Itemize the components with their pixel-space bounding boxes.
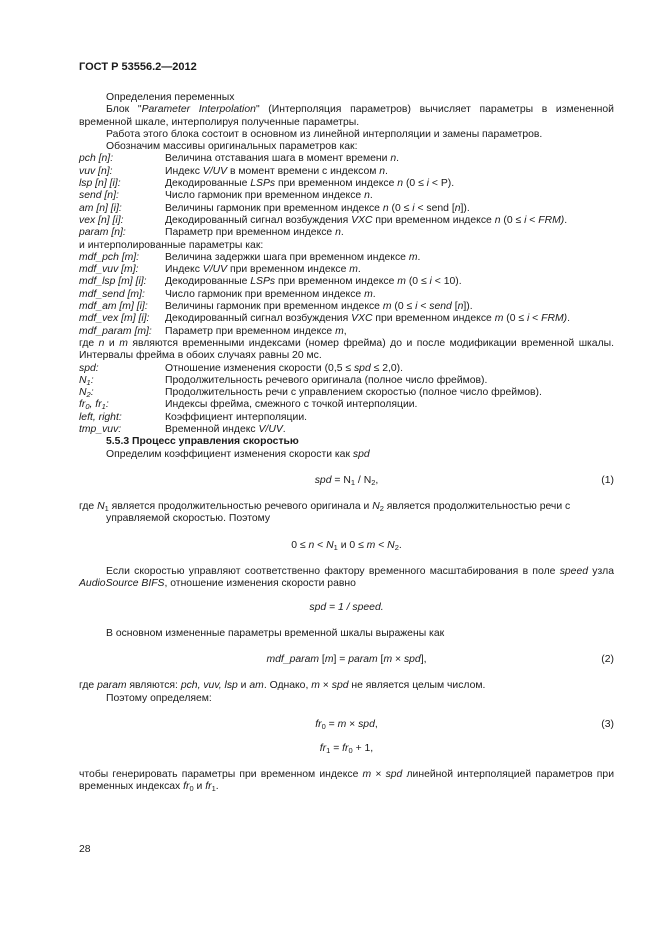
interp-intro: и интерполированные параметры как:: [79, 239, 264, 251]
equation-1: [79, 475, 614, 487]
inequality: $0 \le n < N_1$ и $0 \le m < N_2$.: [291, 539, 402, 552]
param-term: pch [n]:: [79, 153, 114, 165]
param-desc: Число гармоник при временном индексе n.: [165, 190, 373, 202]
param-desc: Декодированный сигнал возбуждения VXC при временном индексе m (0 ≤ i < FRM).: [165, 313, 570, 325]
param-row: [79, 203, 614, 215]
param-desc: Коэффициент интерполяции.: [165, 411, 308, 423]
param-term: mdf_send [m]:: [79, 288, 145, 300]
param-row: [79, 301, 614, 313]
equation-3a: [79, 719, 614, 731]
intro-paragraph: Обозначим массивы оригинальных параметров как:: [106, 141, 358, 153]
speed-paragraph: Если скоростью управляют соответственно фактору временного масштабирования в поле speed узла AudioSource BIFS, отношение изменения скорости равно: [79, 565, 614, 589]
param-term: $fr_0$, $fr_1$:: [79, 399, 109, 412]
equation-3b-formula: $fr_1 = fr_0 + 1$,: [319, 742, 374, 755]
param-row: [79, 387, 614, 399]
speed-definition: Определим коэффициент изменения скорости как spd: [106, 448, 370, 460]
param-row: [79, 153, 614, 165]
param-desc: Величины гармоник при временном индексе n (0 ≤ i < send [n]).: [165, 202, 470, 214]
equation-1-formula: spd = $N_1 / N_2$,: [314, 474, 379, 487]
param-term: am [n] [i]:: [79, 202, 122, 214]
intro-paragraph: Блок "Parameter Interpolation" (Интерполяция параметров) вычисляет параметры в измененной временной шкале, интерполируя полученные параметры.: [79, 104, 614, 128]
param-desc: Декодированные LSPs при временном индексе n (0 ≤ i < P).: [165, 178, 455, 190]
param-desc: Декодированные LSPs при временном индексе m (0 ≤ i < 10).: [165, 276, 462, 288]
param-term: mdf_am [m] [i]:: [79, 301, 148, 313]
param-row: [79, 289, 614, 301]
param-row: [79, 252, 614, 264]
param-desc: Декодированный сигнал возбуждения VXC при временном индексе n (0 ≤ i < FRM).: [165, 214, 568, 226]
param-desc: Величины гармоник при временном индексе m (0 ≤ i < send [n]).: [165, 301, 473, 313]
param-desc: Число гармоник при временном индексе m.: [165, 288, 376, 300]
page-number: 28: [79, 844, 91, 855]
equation-2-number: (2): [601, 654, 614, 666]
param-row: [79, 227, 614, 239]
param-desc: Отношение изменения скорости (0,5 ≤ spd ≤ 2,0).: [165, 362, 404, 374]
param-term: mdf_pch [m]:: [79, 251, 140, 263]
param-term: mdf_lsp [m] [i]:: [79, 276, 147, 288]
param-row: [79, 326, 614, 338]
param-term: vuv [n]:: [79, 165, 113, 177]
param-row: [79, 375, 614, 387]
param-desc: Величина отставания шага в момент времени n.: [165, 153, 399, 165]
param-term: left, right:: [79, 411, 122, 423]
param-term: send [n]:: [79, 190, 119, 202]
where-paragraph: где n и m являются временными индексами (номер фрейма) до и после модификации временной шкалы. Интервалы фрейма в обоих случаях равны 20 мс.: [79, 337, 614, 362]
subsection-title: 5.5.3 Процесс управления скоростью: [106, 436, 299, 448]
param-term: $N_2$:: [79, 387, 94, 400]
equation-speed-formula: spd = 1 / speed.: [309, 602, 384, 614]
eq1-where: где $N_1$ является продолжительностью речевого оригинала и $N_2$ является продолжительностью речи с управляемой скоростью. Поэтому: [79, 500, 571, 525]
param-desc: Параметр при временном индексе n.: [165, 227, 344, 239]
therefore: Поэтому определяем:: [106, 692, 212, 704]
param-row: [79, 178, 614, 190]
param-term: tmp_vuv:: [79, 424, 122, 436]
param-row: [79, 190, 614, 202]
param-desc: Индексы фрейма, смежного с точкой интерполяции.: [165, 399, 418, 411]
document-body: [79, 92, 614, 794]
param-term: param [n]:: [79, 227, 126, 239]
equation-3-number: (3): [601, 718, 614, 730]
param-row: [79, 313, 614, 325]
param-row: [79, 166, 614, 178]
equation-speed: [79, 602, 614, 614]
param-desc: Продолжительность речевого оригинала (полное число фреймов).: [165, 374, 488, 386]
param-term: mdf_param [m]:: [79, 325, 152, 337]
param-row: [79, 412, 614, 424]
param-term: spd:: [79, 362, 99, 374]
document-header: ГОСТ Р 53556.2—2012: [79, 61, 197, 73]
equation-3a-formula: $fr_0 = m$ × spd,: [315, 718, 378, 731]
param-term: $N_1$:: [79, 374, 94, 387]
param-row: [79, 264, 614, 276]
param-term: mdf_vex [m] [i]:: [79, 313, 150, 325]
eq2-where: где param являются: pch, vuv, lsp и am. Однако, m × spd не является целым числом.: [79, 680, 486, 692]
param-row: [79, 215, 614, 227]
main-text: В основном измененные параметры временной шкалы выражены как: [106, 628, 445, 640]
param-row: [79, 424, 614, 436]
param-term: lsp [n] [i]:: [79, 178, 121, 190]
param-term: vex [n] [i]:: [79, 214, 124, 226]
final-paragraph: чтобы генерировать параметры при временном индексе m × spd линейной интерполяцией параметров при временных индексах $fr_0$ и $fr_1$.: [79, 768, 615, 794]
param-row: [79, 363, 614, 375]
equation-2-formula: mdf_param [m] = param [m × spd],: [266, 654, 427, 666]
param-row: [79, 276, 614, 288]
param-desc: Индекс V/UV при временном индексе m.: [165, 264, 361, 276]
param-desc: Индекс V/UV в момент времени с индексом n.: [165, 165, 388, 177]
equation-3b: [79, 743, 614, 755]
param-term: mdf_vuv [m]:: [79, 264, 139, 276]
equation-2: [79, 654, 614, 666]
section-title: Определения переменных: [106, 92, 235, 103]
param-desc: Параметр при временном индексе m,: [165, 325, 347, 337]
param-desc: Продолжительность речи с управлением скоростью (полное число фреймов).: [165, 387, 542, 399]
param-desc: Временной индекс V/UV.: [165, 424, 286, 436]
param-row: [79, 399, 614, 411]
param-desc: Величина задержки шага при временном индексе m.: [165, 251, 421, 263]
intro-paragraph: Работа этого блока состоит в основном из линейной интерполяции и замены параметров.: [106, 128, 543, 140]
equation-1-number: (1): [601, 474, 614, 486]
